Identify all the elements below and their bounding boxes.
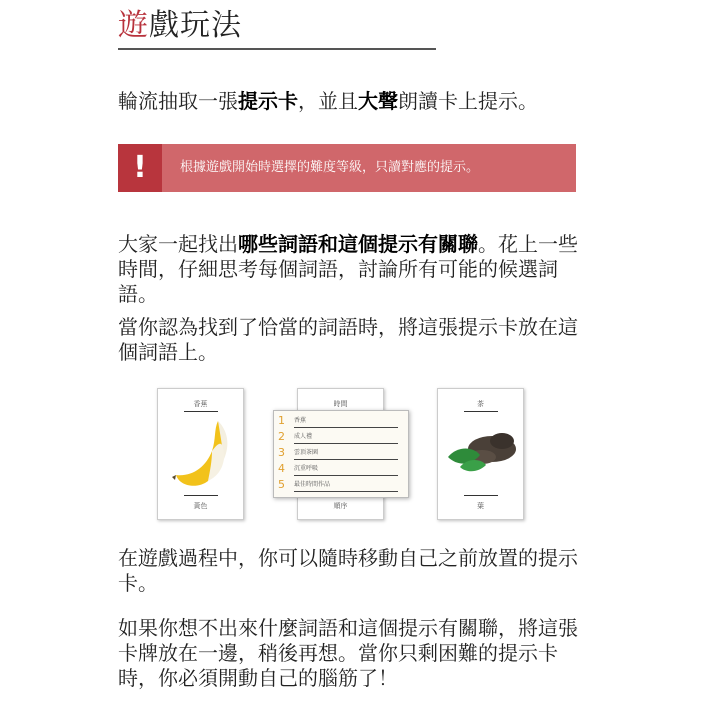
- card1-bottom-label: 黃色: [193, 502, 208, 510]
- p2-text-c: 。花上一些時間，仔細思考每個詞語，討論所有可能的候選詞語。: [118, 232, 578, 306]
- p2-text-a: 大家一起找出: [118, 232, 238, 256]
- card3-top-label: 茶: [477, 400, 484, 408]
- hint-row: [278, 478, 402, 494]
- hint-row-number: 4: [278, 462, 285, 475]
- hint-row-line: [294, 443, 398, 444]
- card1-top-label: 香蕉: [193, 400, 208, 408]
- card2-bottom-label: 順序: [333, 502, 348, 510]
- card2-top-label: 時間: [333, 400, 348, 408]
- hint-row: [278, 430, 402, 446]
- hint-row-line: [294, 459, 398, 460]
- hint-row-line: [294, 491, 398, 492]
- card1-bottom-line: [184, 495, 218, 496]
- card3-bottom-line: [464, 495, 498, 496]
- hint-row-text: 雲頂茶園: [294, 449, 319, 456]
- word-card-banana: [157, 388, 244, 520]
- paragraph-find-words: [118, 232, 588, 307]
- word-card-tea: [437, 388, 524, 520]
- paragraph-move-card: 在遊戲過程中，你可以隨時移動自己之前放置的提示卡。: [118, 546, 578, 595]
- title-divider: [118, 48, 436, 50]
- p1-bold-loud: 大聲: [358, 89, 398, 113]
- hint-row: [278, 462, 402, 478]
- card3-top-line: [464, 411, 498, 412]
- title-rest: 戲玩法: [149, 8, 242, 43]
- alert-text: 根據遊戲開始時選擇的難度等級，只讀對應的提示。: [180, 160, 480, 175]
- hint-row-number: 1: [278, 414, 285, 427]
- paragraph-draw-card: [118, 89, 538, 114]
- p2-bold: 哪些詞語和這個提示有關聯: [238, 232, 478, 256]
- page-title: [118, 6, 242, 46]
- hint-row-number: 2: [278, 430, 285, 443]
- hint-card: [273, 410, 409, 498]
- tea-leaves-icon: [444, 427, 520, 479]
- p1-text-c: ，並且: [298, 89, 358, 113]
- p1-text-a: 輪流抽取一張: [118, 89, 238, 113]
- hint-row-number: 3: [278, 446, 285, 459]
- hint-row-text: 香蕉: [294, 417, 307, 424]
- banana-icon: [166, 415, 236, 493]
- p1-bold-hint-card: 提示卡: [238, 89, 298, 113]
- hint-row: [278, 446, 402, 462]
- paragraph-set-aside: 如果你想不出來什麼詞語和這個提示有關聯，將這張卡牌放在一邊，稍後再想。當你只剩困難的提示卡時，你必須開動自己的腦筋了！: [118, 616, 578, 690]
- title-first-char: 遊: [118, 8, 149, 43]
- exclamation-icon: !: [118, 144, 162, 192]
- card1-top-line: [184, 411, 218, 412]
- alert-banner: [118, 144, 576, 192]
- p1-text-e: 朗讀卡上提示。: [398, 89, 538, 113]
- paragraph-place-card: 當你認為找到了恰當的詞語時，將這張提示卡放在這個詞語上。: [118, 315, 578, 364]
- hint-row-text: 最佳時間作品: [294, 481, 331, 488]
- hint-row-text: 沉重呼吸: [294, 465, 319, 472]
- card3-bottom-label: 葉: [477, 502, 484, 510]
- hint-row: [278, 414, 402, 430]
- hint-row-line: [294, 475, 398, 476]
- hint-row-number: 5: [278, 478, 285, 491]
- hint-row-text: 成人禮: [294, 433, 313, 440]
- hint-row-line: [294, 427, 398, 428]
